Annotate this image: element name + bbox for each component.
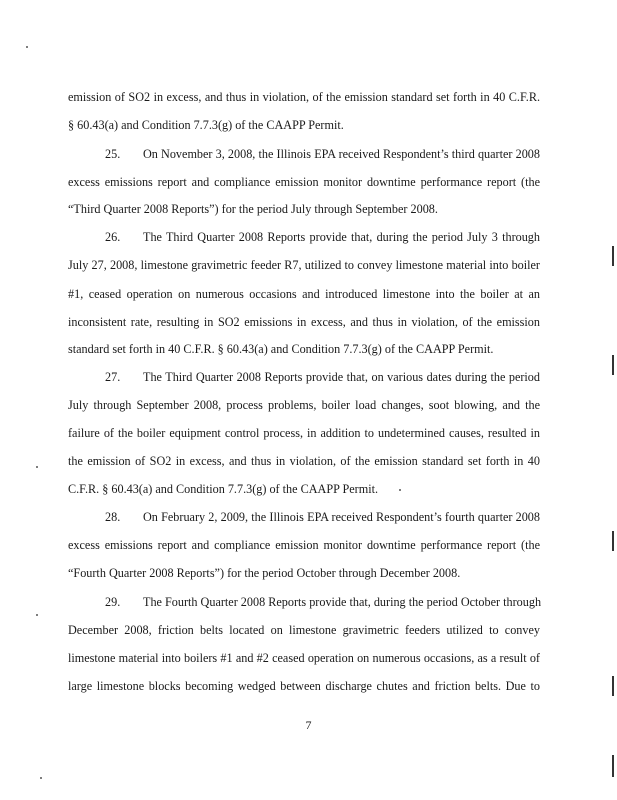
paragraph-number: 27. [105, 370, 121, 384]
body-line: limestone material into boilers #1 and #2 ceased operation on numerous occasions, as a result of [68, 651, 540, 665]
revision-bar [612, 531, 614, 551]
body-line: C.F.R. § 60.43(a) and Condition 7.7.3(g) of the CAAPP Permit. [68, 482, 379, 496]
scan-speck [36, 614, 38, 616]
paragraph-27-first-line [68, 370, 540, 384]
body-line: excess emissions report and compliance emission monitor downtime performance report (the [68, 175, 540, 189]
body-line: #1, ceased operation on numerous occasions and introduced limestone into the boiler at an [68, 287, 540, 301]
revision-bar [612, 755, 614, 777]
revision-bar [612, 355, 614, 375]
scan-speck [26, 46, 28, 48]
body-line-text: The Fourth Quarter 2008 Reports provide that, during the period October through [143, 595, 542, 609]
scan-speck [36, 466, 38, 468]
body-line: large limestone blocks becoming wedged between discharge chutes and friction belts. Due to [68, 679, 540, 693]
body-line: § 60.43(a) and Condition 7.7.3(g) of the CAAPP Permit. [68, 118, 344, 132]
body-line-text: The Third Quarter 2008 Reports provide that, during the period July 3 through [143, 230, 540, 244]
body-line: “Fourth Quarter 2008 Reports”) for the period October through December 2008. [68, 566, 461, 580]
paragraph-28-first-line [68, 510, 540, 524]
revision-bar [612, 246, 614, 266]
body-line: emission of SO2 in excess, and thus in violation, of the emission standard set forth in 40 C.F.R. [68, 90, 540, 104]
paragraph-number: 28. [105, 510, 121, 524]
paragraph-29-first-line [68, 595, 540, 609]
revision-bar [612, 676, 614, 696]
body-line-text: On November 3, 2008, the Illinois EPA received Respondent’s third quarter 2008 [143, 147, 540, 161]
body-line: the emission of SO2 in excess, and thus in violation, of the emission standard set forth in 40 [68, 454, 540, 468]
body-line: failure of the boiler equipment control process, in addition to undetermined causes, resulted in [68, 426, 540, 440]
scan-speck [40, 777, 42, 779]
paragraph-25-first-line [68, 147, 540, 161]
page-number: 7 [305, 718, 312, 732]
body-line: July 27, 2008, limestone gravimetric feeder R7, utilized to convey limestone material into boiler [68, 258, 540, 272]
paragraph-number: 25. [105, 147, 121, 161]
body-line: excess emissions report and compliance emission monitor downtime performance report (the [68, 538, 540, 552]
paragraph-26-first-line [68, 230, 540, 244]
body-line: inconsistent rate, resulting in SO2 emissions in excess, and thus in violation, of the emission [68, 315, 540, 329]
body-line: July through September 2008, process problems, boiler load changes, soot blowing, and the [68, 398, 540, 412]
scan-speck [399, 489, 401, 491]
body-line-text: On February 2, 2009, the Illinois EPA received Respondent’s fourth quarter 2008 [143, 510, 540, 524]
body-line-text: The Third Quarter 2008 Reports provide that, on various dates during the period [143, 370, 540, 384]
body-line: December 2008, friction belts located on limestone gravimetric feeders utilized to convey [68, 623, 540, 637]
paragraph-number: 29. [105, 595, 121, 609]
body-line: “Third Quarter 2008 Reports”) for the period July through September 2008. [68, 202, 438, 216]
paragraph-number: 26. [105, 230, 121, 244]
body-line: standard set forth in 40 C.F.R. § 60.43(a) and Condition 7.7.3(g) of the CAAPP Permit. [68, 342, 494, 356]
